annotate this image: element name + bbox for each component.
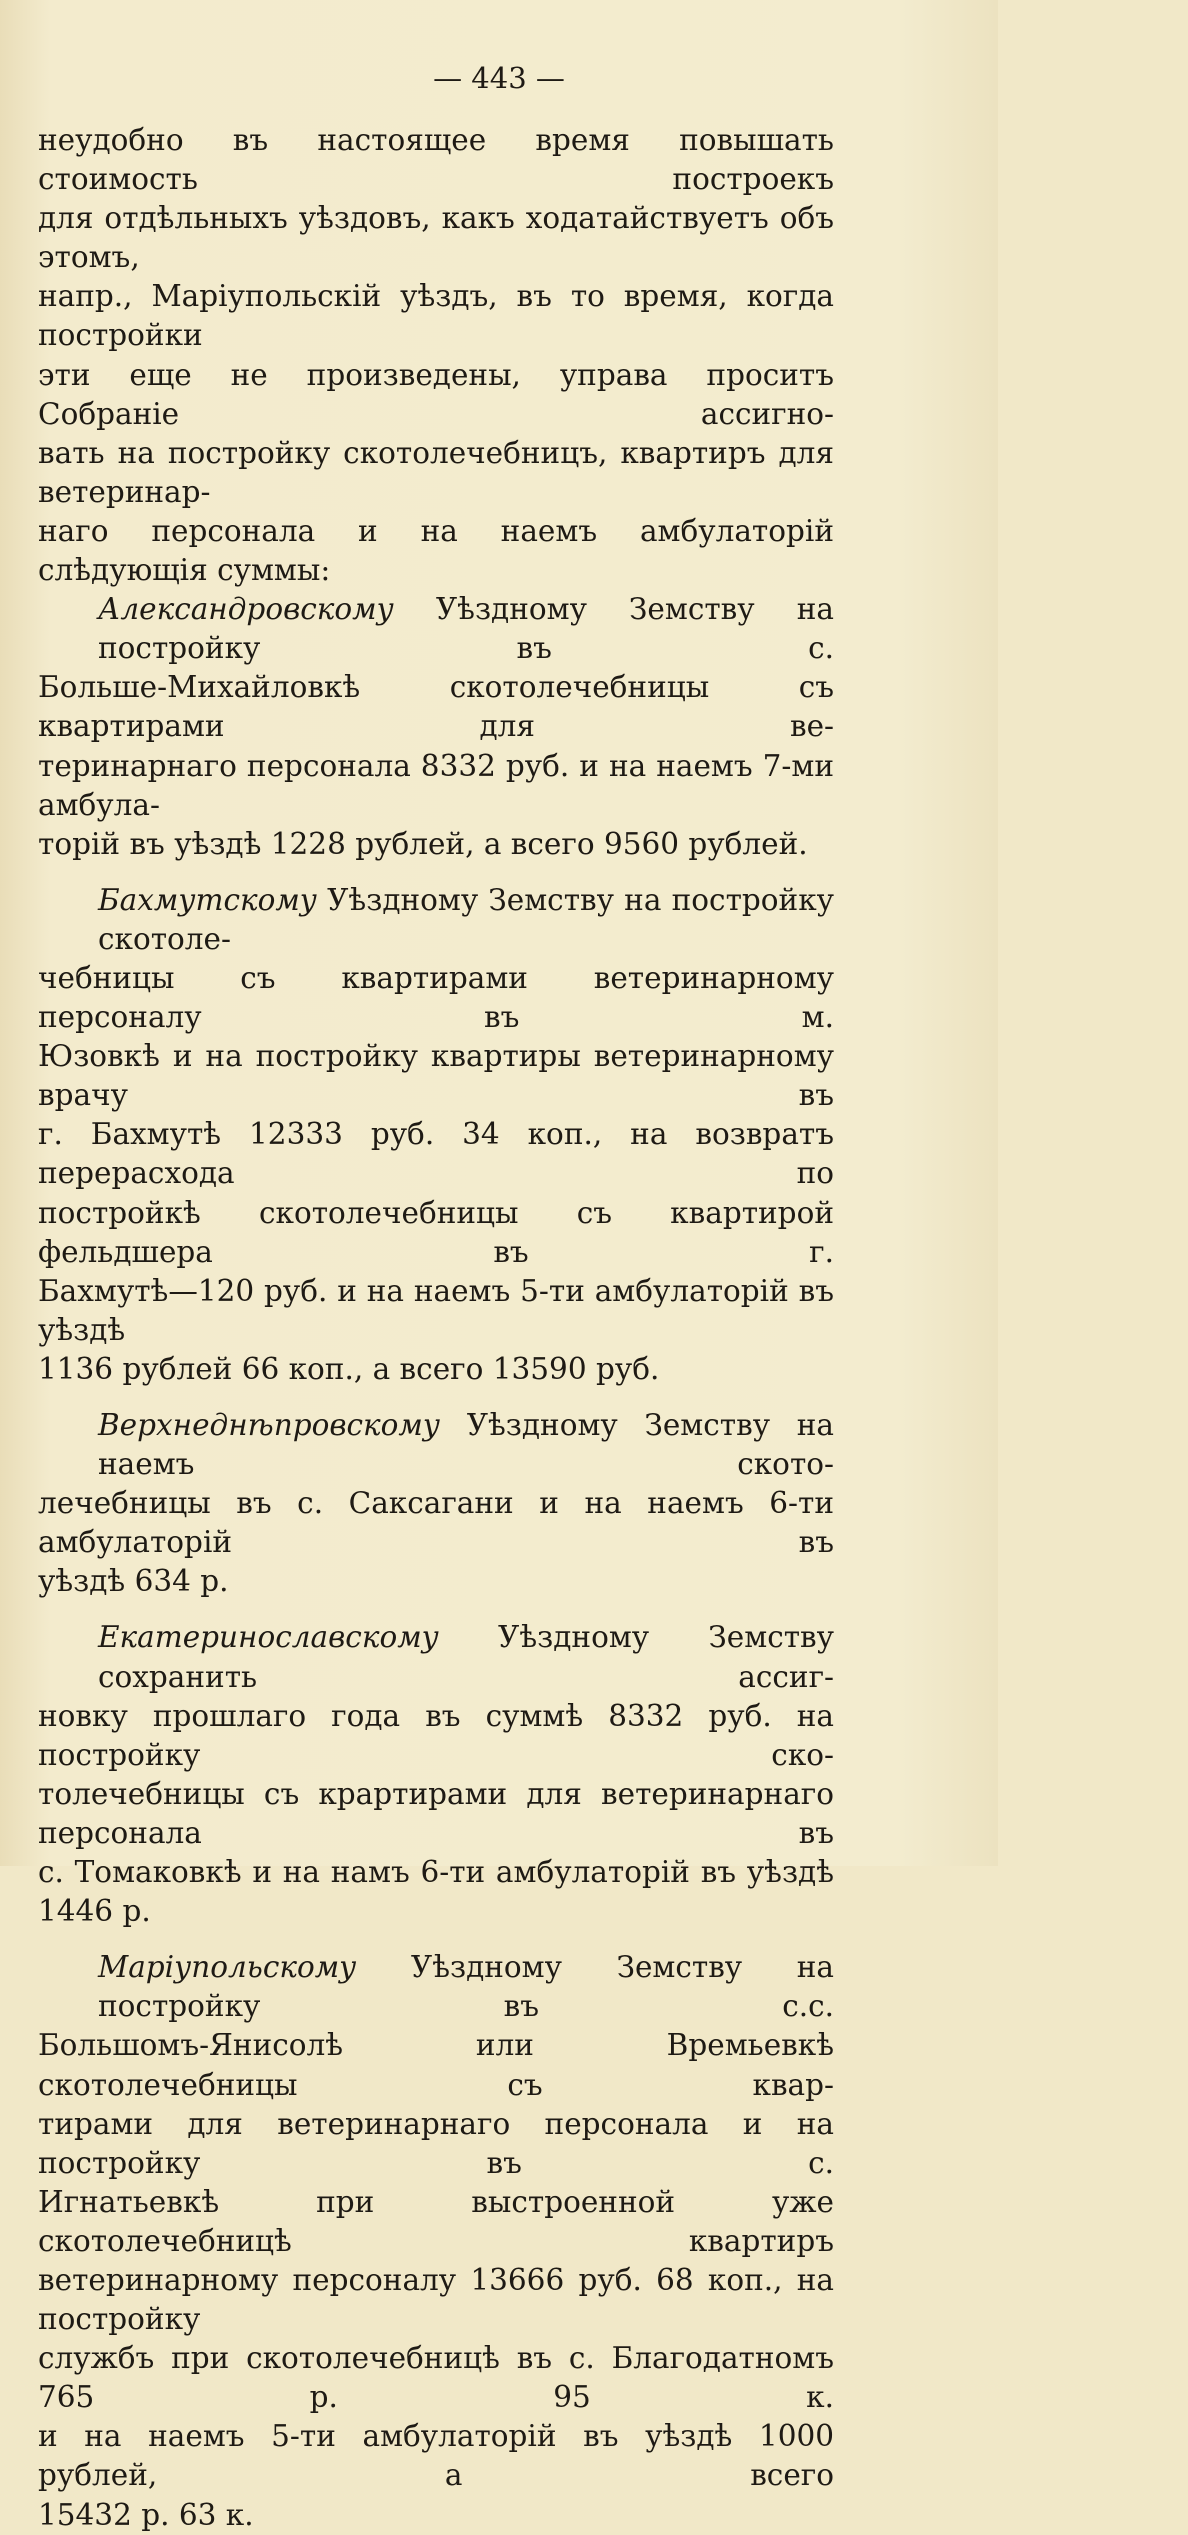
- text-line: Больше-Михайловкѣ скотолечебницы съ квартирами для ве-: [38, 670, 834, 744]
- text-line: лечебницы въ с. Саксагани и на наемъ 6-ти амбулаторій въ: [38, 1486, 834, 1560]
- body-text: [38, 121, 834, 2535]
- text-line: с. Томаковкѣ и на намъ 6-ти амбулаторій въ уѣздѣ 1446 р.: [38, 1855, 834, 1929]
- text-line: 15432 р. 63 к.: [38, 2497, 254, 2532]
- zemstvo-name: Бахмутскому: [98, 882, 317, 917]
- text-line: службъ при скотолечебницѣ въ с. Благодатномъ 765 р. 95 к.: [38, 2341, 834, 2415]
- entry-verkhnedneprovsky: [38, 1406, 834, 1601]
- text-line: для отдѣльныхъ уѣздовъ, какъ ходатайствуетъ объ этомъ,: [38, 201, 834, 275]
- zemstvo-name: Екатеринославскому: [98, 1620, 439, 1655]
- text-line: Верхнеднѣпровскому Уѣздному Земству на наемъ ското-: [98, 1408, 834, 1482]
- text-line: Большомъ-Янисолѣ или Времьевкѣ скотолечебницы съ квар-: [38, 2028, 834, 2102]
- text-line: напр., Маріупольскій уѣздъ, въ то время, когда постройки: [38, 279, 834, 353]
- text-line: г. Бахмутѣ 12333 руб. 34 коп., на возвратъ перерасхода по: [38, 1117, 834, 1191]
- text-line: постройкѣ скотолечебницы съ квартирой фельдшера въ г.: [38, 1195, 834, 1269]
- text-line: новку прошлаго года въ суммѣ 8332 руб. на постройку ско-: [38, 1698, 834, 1772]
- text-line: Бахмутѣ—120 руб. и на наемъ 5-ти амбулаторій въ уѣздѣ: [38, 1273, 834, 1347]
- entry-bakhmutsky: [38, 881, 834, 1389]
- text-line: вать на постройку скотолечебницъ, квартиръ для ветеринар-: [38, 435, 834, 509]
- text-line: теринарнаго персонала 8332 руб. и на наемъ 7-ми амбула-: [38, 748, 834, 822]
- text-line: чебницы съ квартирами ветеринарному персоналу въ м.: [38, 960, 834, 1035]
- text-line: Маріупольскому Уѣздному Земству на постройку въ с.с.: [98, 1950, 834, 2024]
- entry-mariupolsky: [38, 1948, 834, 2534]
- text-line: 1136 рублей 66 коп., а всего 13590 руб.: [38, 1351, 660, 1386]
- zemstvo-name: Александровскому: [98, 592, 394, 627]
- page-number: — 443 —: [433, 61, 565, 95]
- text-line: толечебницы съ крартирами для ветеринарнаго персонала въ: [38, 1776, 834, 1850]
- entry-ekaterinoslavsky: [38, 1618, 834, 1931]
- text-line: и на наемъ 5-ти амбулаторій въ уѣздѣ 1000 рублей, а всего: [38, 2419, 834, 2493]
- text-line: ветеринарному персоналу 13666 руб. 68 коп., на постройку: [38, 2262, 834, 2337]
- text-line: Игнатьевкѣ при выстроенной уже скотолечебницѣ квартиръ: [38, 2184, 834, 2258]
- text-line: Юзовкѣ и на постройку квартиры ветеринарному врачу въ: [38, 1039, 834, 1113]
- text-line: наго персонала и на наемъ амбулаторій слѣдующія суммы:: [38, 513, 834, 588]
- zemstvo-name: Верхнеднѣпровскому: [98, 1408, 440, 1442]
- text-line: Екатеринославскому Уѣздному Земству сохранить ассиг-: [98, 1620, 834, 1694]
- text-line: Бахмутскому Уѣздному Земству на постройку скотоле-: [98, 882, 834, 956]
- text-line: тирами для ветеринарнаго персонала и на постройку въ с.: [38, 2106, 834, 2180]
- intro-paragraph: [38, 121, 834, 590]
- text-line: неудобно въ настоящее время повышать стоимость построекъ: [38, 123, 834, 197]
- text-line: Александровскому Уѣздному Земству на постройку въ с.: [98, 592, 834, 666]
- zemstvo-name: Маріупольскому: [98, 1950, 357, 1985]
- text-line: эти еще не произведены, управа проситъ Собраніе ассигно-: [38, 357, 834, 431]
- text-line: торій въ уѣздѣ 1228 рублей, а всего 9560 рублей.: [38, 826, 808, 861]
- entry-aleksandrovsky: [38, 590, 834, 864]
- text-line: уѣздѣ 634 р.: [38, 1564, 229, 1599]
